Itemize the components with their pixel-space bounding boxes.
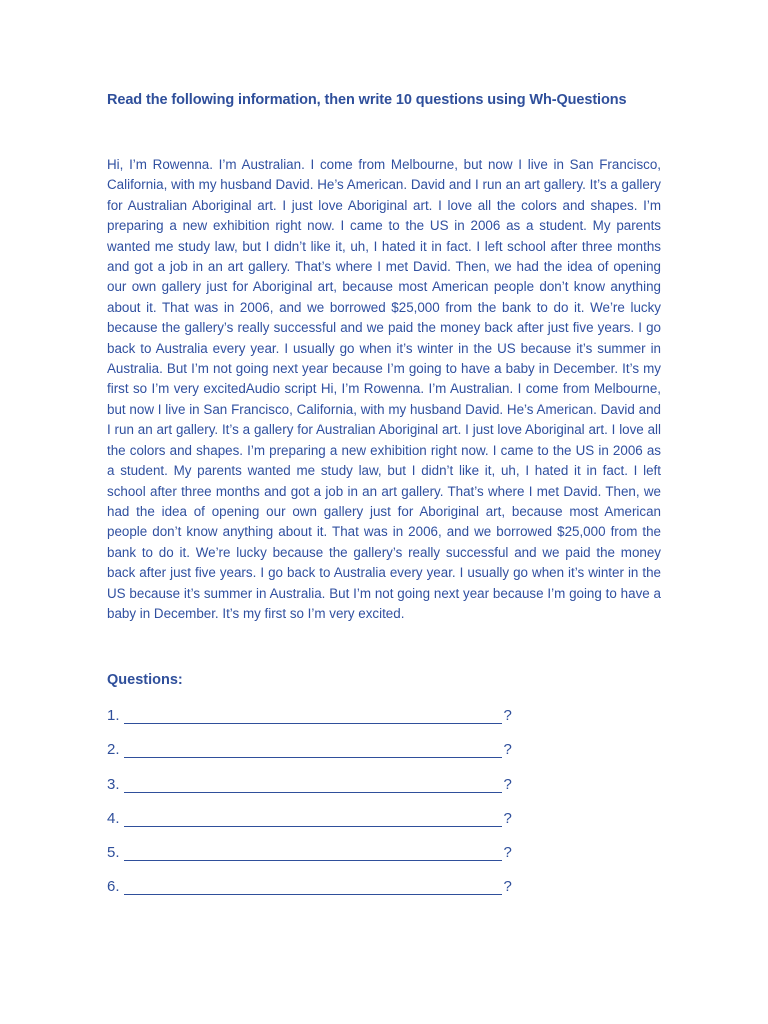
reading-passage: Hi, I’m Rowenna. I’m Australian. I come from Melbourne, but now I live in San Francisco, California, with my husband David. He’s American. David and I run an art gallery. It’s a gallery for Australian Aboriginal art. I just love Aboriginal art. I love all the colors and shapes. I’m preparing a new exhibition right now. I came to the US in 2006 as a student. My parents wanted me study law, but I didn’t like it, uh, I hated it in fact. I left school after three months and got a job in an art gallery. That’s where I met David. Then, we had the idea of opening our own gallery just for Aboriginal art, because most American people don’t know anything about it. That was in 2006, and we borrowed $25,000 from the bank to do it. We’re lucky because the gallery’s really successful and we paid the money back after just five years. I go back to Australia every year. I usually go when it’s winter in the US because it’s summer in Australia. But I’m not going next year because I’m going to have a baby in December. It’s my first so I’m very excitedAudio script Hi, I’m Rowenna. I’m Australian. I come from Melbourne, but now I live in San Francisco, California, with my husband David. He’s American. David and I run an art gallery. It’s a gallery for Australian Aboriginal art. I just love Aboriginal art. I love all the colors and shapes. I’m preparing a new exhibition right now. I came to the US in 2006 as a student. My parents wanted me study law, but I didn’t like it, uh, I hated it in fact. I left school after three months and got a job in an art gallery. That’s where I met David. Then, we had the idea of opening our own gallery just for Aboriginal art, because most American people don’t know anything about it. That was in 2006, and we borrowed $25,000 from the bank to do it. We’re lucky because the gallery’s really successful and we paid the money back after just five years. I go back to Australia every year. I usually go when it’s winter in the US because it’s summer in Australia. But I’m not going next year because I’m going to have a baby in December. It’s my first so I’m very excited. (107, 157, 661, 621)
question-mark: ? (503, 878, 512, 896)
answer-blank[interactable] (124, 704, 502, 724)
question-mark: ? (503, 707, 512, 724)
answer-blank[interactable] (124, 773, 502, 793)
question-number: 6. (107, 878, 120, 896)
question-number: 5. (107, 844, 120, 862)
questions-list (107, 704, 512, 910)
answer-blank[interactable] (124, 807, 502, 827)
question-mark: ? (503, 844, 512, 862)
question-number: 2. (107, 741, 120, 759)
question-mark: ? (503, 741, 512, 759)
question-line (107, 738, 512, 772)
question-line (107, 807, 512, 841)
question-mark: ? (503, 775, 512, 793)
question-number: 1. (107, 707, 120, 724)
answer-blank[interactable] (124, 875, 502, 895)
instruction-heading: Read the following information, then write 10 questions using Wh-Questions (107, 92, 627, 108)
question-line (107, 773, 512, 807)
question-mark: ? (503, 809, 512, 827)
answer-blank[interactable] (124, 841, 502, 861)
question-line (107, 704, 512, 738)
question-number: 4. (107, 809, 120, 827)
question-number: 3. (107, 775, 120, 793)
question-line (107, 875, 512, 909)
questions-heading: Questions: (107, 672, 183, 688)
answer-blank[interactable] (124, 738, 502, 758)
question-line (107, 841, 512, 875)
